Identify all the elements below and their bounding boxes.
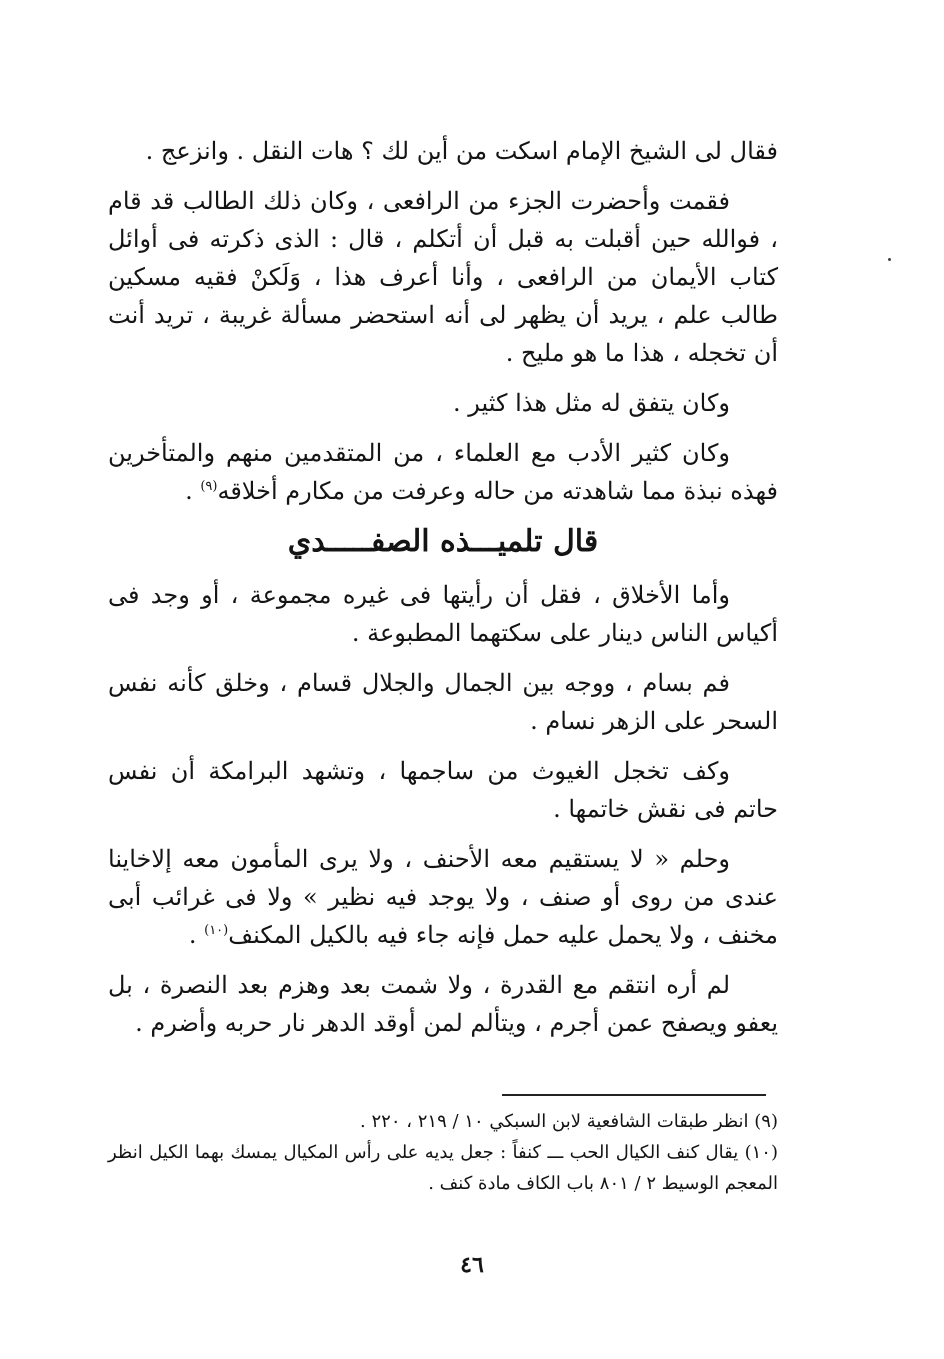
footnote-ref-10: (١٠) — [204, 923, 229, 938]
footnote-10: (١٠) يقال كنف الكيال الحب ـــ كنفاً : جعل يديه على رأس المكيال يمسك بهما الكيل انظر المعجم الوسيط ٢ / ٨٠١ باب الكاف مادة كنف . — [108, 1142, 778, 1194]
footnote-9: (٩) انظر طبقات الشافعية لابن السبكي ١٠ / ٢١٩ ، ٢٢٠ . — [360, 1111, 778, 1132]
paragraph — [108, 840, 778, 954]
body-text-bottom — [108, 576, 778, 1042]
paragraph: فقمت وأحضرت الجزء من الرافعى ، وكان ذلك الطالب قد قام ، فوالله حين أقبلت به قبل أن أتكلم ، قال : الذى ذكرته فى أوائل كتاب الأيمان من الرافعى ، وأنا أعرف هذا ، وَلَكنْ فقيه مسكين طالب علم ، يريد أن يظهر لى أنه استحضر مسألة غريبة ، تريد أنت أن تخجله ، هذا ما هو مليح . — [108, 187, 778, 367]
paragraph: فقال لى الشيخ الإمام اسكت من أين لك ؟ هات النقل . وانزعج . — [145, 137, 778, 165]
body-text-top — [108, 132, 778, 510]
paragraph-end: . — [185, 477, 201, 505]
paragraph-text: وكان كثير الأدب مع العلماء ، من المتقدمين منهم والمتأخرين فهذه نبذة مما شاهدته من حاله وعرفت من مكارم أخلاقه — [108, 439, 778, 505]
paragraph — [108, 434, 778, 510]
paragraph: فم بسام ، ووجه بين الجمال والجلال قسام ، وخلق كأنه نفس السحر على الزهر نسام . — [108, 669, 778, 735]
paragraph-text: وحلم « لا يستقيم معه الأحنف ، ولا يرى المأمون معه إلاخاينا عندى من روى أو صنف ، ولا يوجد فيه نظير » ولا فى غرائب أبى مخنف ، ولا يحمل عليه حمل فإنه جاء فيه بالكيل المكنف — [108, 845, 778, 949]
scan-speck — [888, 258, 891, 261]
paragraph-end: . — [188, 921, 205, 949]
page-number: ٤٦ — [460, 1252, 484, 1278]
paragraph: وأما الأخلاق ، فقل أن رأيتها فى غيره مجموعة ، أو وجد فى أكياس الناس دينار على سكتهما المطبوعة . — [108, 581, 778, 647]
paragraph: وكف تخجل الغيوث من ساجمها ، وتشهد البرامكة أن نفس حاتم فى نقش خاتمها . — [108, 757, 778, 823]
section-heading: قال تلميـــذه الصفـــــدي — [287, 524, 599, 559]
footnote-separator — [502, 1094, 766, 1096]
footnote-ref-9: (٩) — [200, 479, 218, 494]
footnotes — [108, 1106, 778, 1199]
paragraph: وكان يتفق له مثل هذا كثير . — [453, 389, 730, 417]
paragraph: لم أره انتقم مع القدرة ، ولا شمت بعد وهزم بعد النصرة ، بل يعفو ويصفح عمن أجرم ، ويتألم لمن أوقد الدهر نار حربه وأضرم . — [108, 971, 778, 1037]
